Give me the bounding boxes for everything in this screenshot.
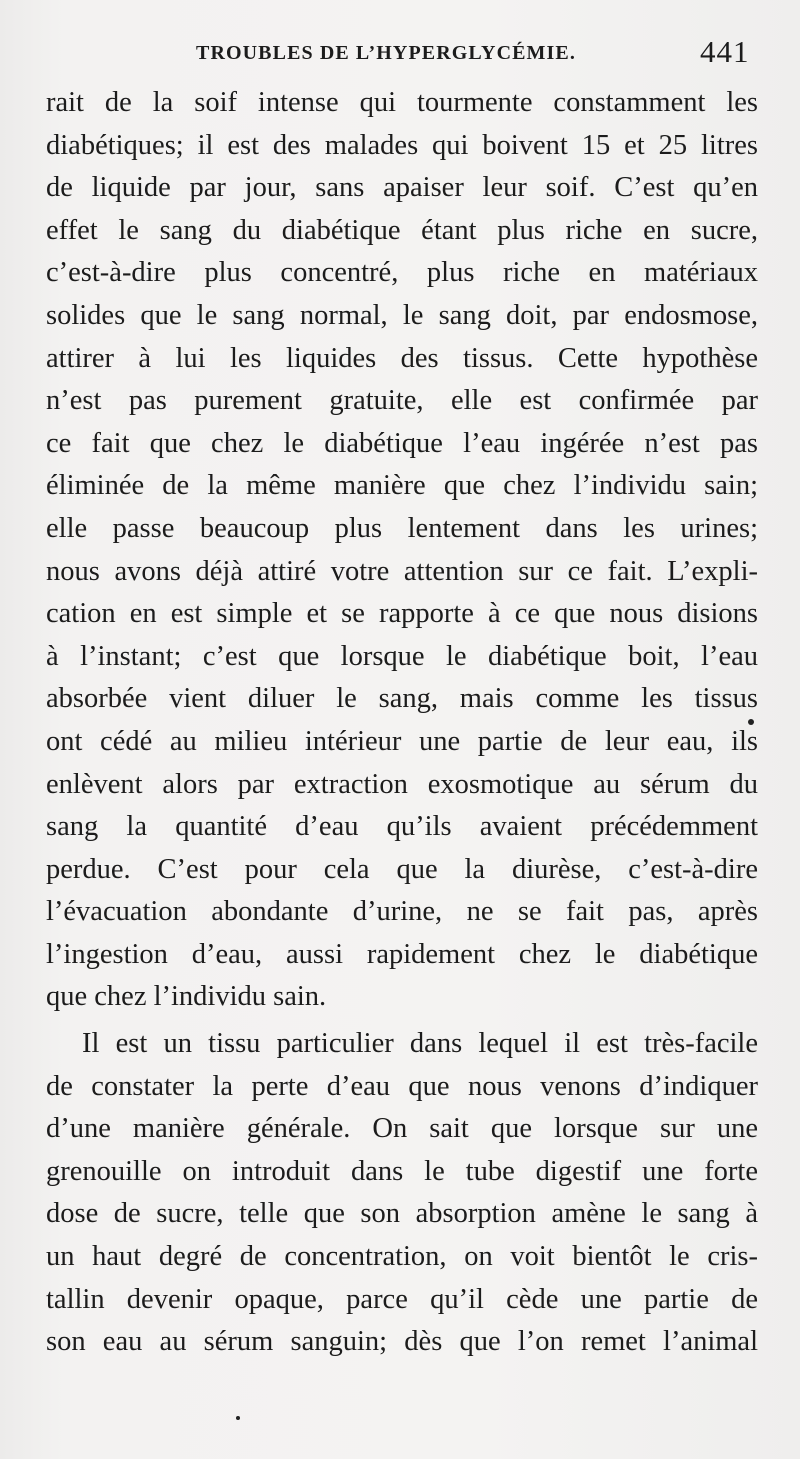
body-text [46,82,758,1364]
text-line: l’ingestion d’eau, aussi rapidement chez le diabétique [46,938,758,970]
text-line: de liquide par jour, sans apaiser leur soif. C’est qu’en [46,172,758,204]
text-line: son eau au sérum sanguin; dès que l’on remet l’animal [46,1326,758,1358]
text-line: elle passe beaucoup plus lentement dans les urines; [46,512,758,544]
text-line: de constater la perte d’eau que nous venons d’indiquer [46,1070,758,1102]
text-line: attirer à lui les liquides des tissus. Cette hypothèse [46,342,758,374]
text-line: dose de sucre, telle que son absorption amène le sang à [46,1198,758,1230]
text-line: diabétiques; il est des malades qui boivent 15 et 25 litres [46,129,758,161]
text-line: ce fait que chez le diabétique l’eau ingérée n’est pas [46,427,758,459]
text-line: cation en est simple et se rapporte à ce que nous disions [46,598,758,630]
text-line: que chez l’individu sain. [46,981,327,1013]
paragraph-1 [46,82,758,1019]
paragraph-2 [46,1023,758,1364]
text-line: un haut degré de concentration, on voit bientôt le cris- [46,1241,758,1273]
text-line: enlèvent alors par extraction exosmotique au sérum du [46,768,758,800]
text-line: absorbée vient diluer le sang, mais comme les tissus [46,683,758,715]
text-line: effet le sang du diabétique étant plus riche en sucre, [46,214,758,246]
text-line: Il est un tissu particulier dans lequel il est très-facile [82,1028,758,1060]
text-line: nous avons déjà attiré votre attention sur ce fait. L’expli- [46,555,758,587]
running-title: TROUBLES DE L’HYPERGLYCÉMIE. [196,42,576,64]
text-line: c’est-à-dire plus concentré, plus riche en matériaux [46,257,758,289]
text-line: à l’instant; c’est que lorsque le diabétique boit, l’eau [46,640,758,672]
text-line: rait de la soif intense qui tourmente constamment les [46,87,758,118]
text-line: n’est pas purement gratuite, elle est confirmée par [46,385,758,417]
text-line: éliminée de la même manière que chez l’individu sain; [46,470,758,502]
text-line: ont cédé au milieu intérieur une partie de leur eau, ils [46,725,758,757]
text-line: sang la quantité d’eau qu’ils avaient précédemment [46,811,758,843]
page-number: 441 [700,34,750,69]
text-line: l’évacuation abondante d’urine, ne se fait pas, après [46,896,758,928]
page-header [0,30,800,70]
text-line: grenouille on introduit dans le tube digestif une forte [46,1155,758,1187]
text-line: solides que le sang normal, le sang doit, par endosmose, [46,299,758,331]
text-line: d’une manière générale. On sait que lorsque sur une [46,1113,758,1145]
text-line: perdue. C’est pour cela que la diurèse, c’est-à-dire [46,853,758,885]
ink-speck [236,1416,240,1420]
ink-speck [748,719,754,725]
text-line: tallin devenir opaque, parce qu’il cède une partie de [46,1283,758,1315]
